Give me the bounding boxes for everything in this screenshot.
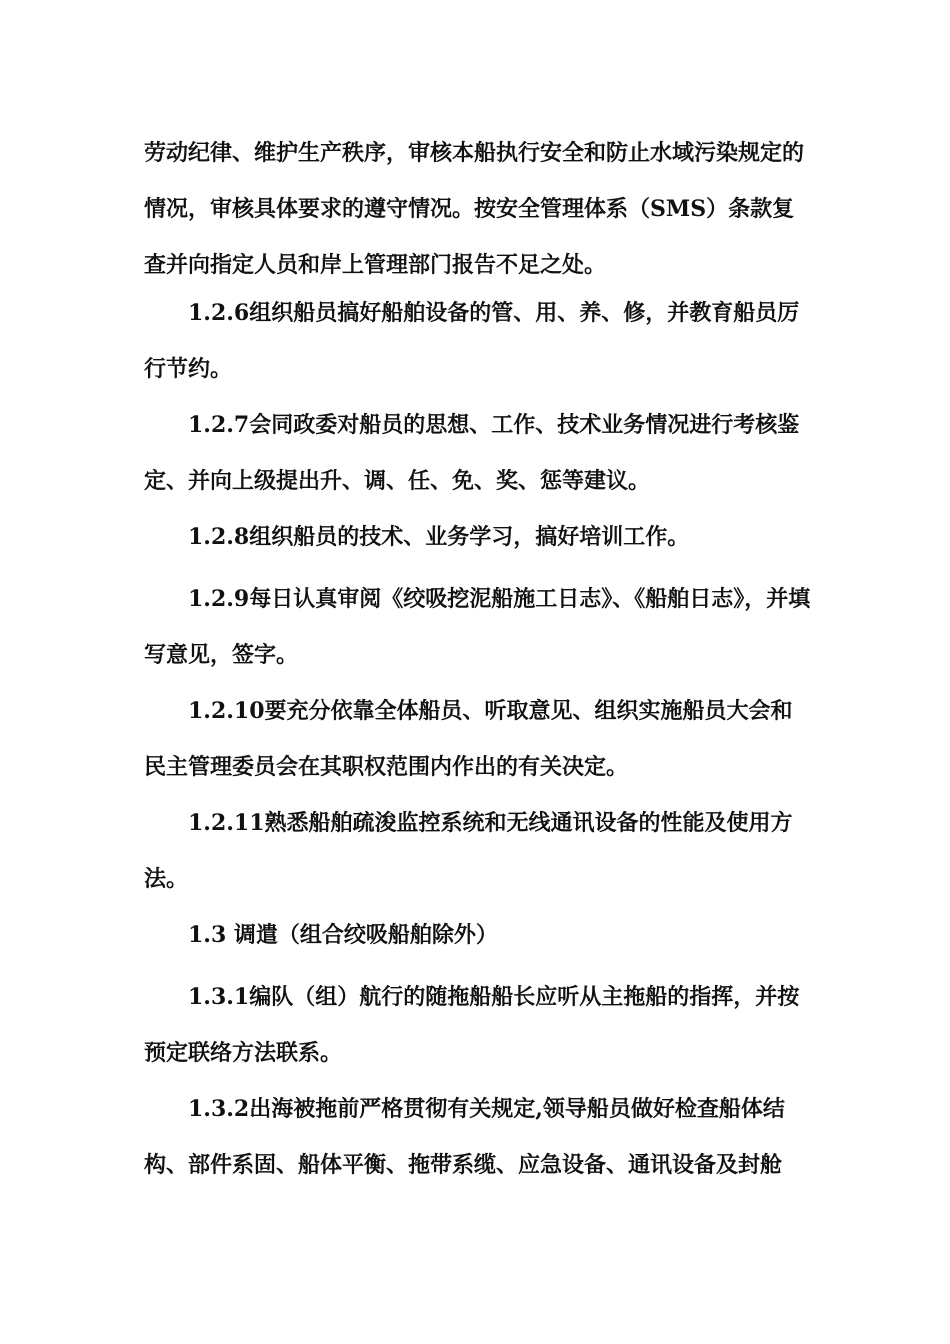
paragraph-1-2-10: 1.2.10要充分依靠全体船员、听取意见、组织实施船员大会和民主管理委员会在其职权范围内作出的有关决定。 [144, 698, 793, 780]
paragraph-1-3-1: 1.3.1编队（组）航行的随拖船船长应听从主拖船的指挥，并按预定联络方法联系。 [144, 984, 800, 1066]
paragraph-1-2-6: 1.2.6组织船员搞好船舶设备的管、用、养、修，并教育船员厉行节约。 [144, 300, 800, 382]
section-heading-1-3: 1.3 调遣（组合绞吸船舶除外） [188, 922, 498, 948]
paragraph-1-2-11: 1.2.11熟悉船舶疏浚监控系统和无线通讯设备的性能及使用方法。 [144, 810, 793, 892]
paragraph-1-3-2: 1.3.2出海被拖前严格贯彻有关规定,领导船员做好检查船体结构、部件系固、船体平衡、拖带系缆、应急设备、通讯设备及封舱 [144, 1096, 785, 1178]
paragraph-1-2-9: 1.2.9每日认真审阅《绞吸挖泥船施工日志》、《船舶日志》，并填写意见，签字。 [144, 586, 811, 668]
paragraph-1-2-7: 1.2.7会同政委对船员的思想、工作、技术业务情况进行考核鉴定、并向上级提出升、调、任、免、奖、惩等建议。 [144, 412, 800, 494]
paragraph-1-2-8: 1.2.8组织船员的技术、业务学习，搞好培训工作。 [188, 524, 690, 550]
paragraph-continuation: 劳动纪律、维护生产秩序，审核本船执行安全和防止水域污染规定的情况，审核具体要求的遵守情况。按安全管理体系（SMS）条款复查并向指定人员和岸上管理部门报告不足之处。 [144, 140, 805, 278]
